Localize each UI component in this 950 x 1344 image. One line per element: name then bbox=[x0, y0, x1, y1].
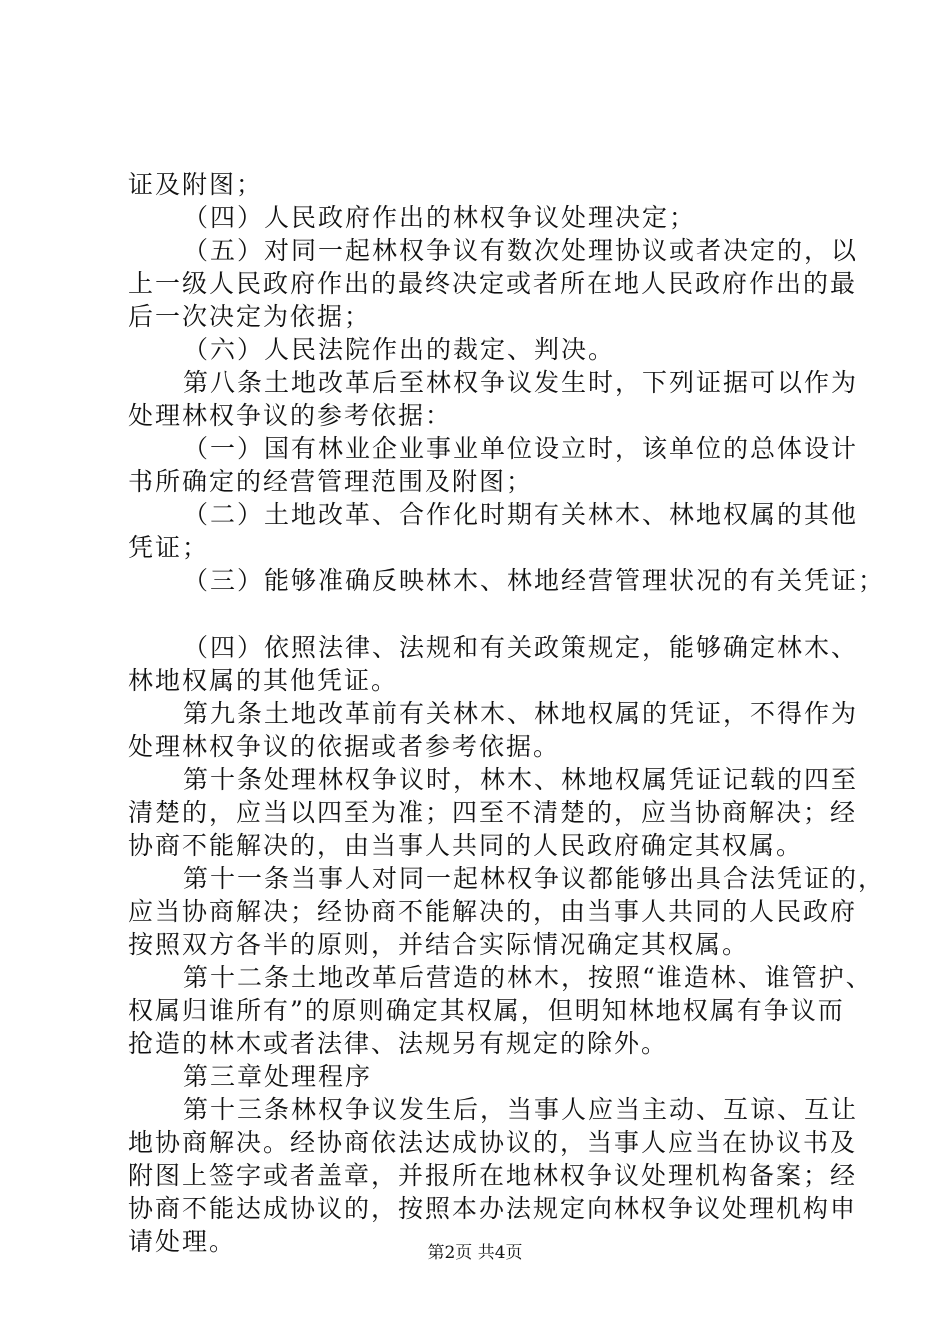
text-line: 证及附图； bbox=[128, 170, 264, 199]
text-line: 地协商解决。经协商依法达成协议的，当事人应当在协议书及 bbox=[128, 1128, 858, 1157]
text-line: 第九条土地改革前有关林木、林地权属的凭证，不得作为 bbox=[183, 699, 859, 728]
text-line: 应当协商解决；经协商不能解决的，由当事人共同的人民政府 bbox=[128, 897, 858, 926]
text-line: 处理林权争议的依据或者参考依据。 bbox=[128, 732, 561, 761]
text-line: 处理林权争议的参考依据： bbox=[128, 401, 453, 430]
text-line: 协商不能解决的，由当事人共同的人民政府确定其权属。 bbox=[128, 831, 804, 860]
text-line: （四）人民政府作出的林权争议处理决定； bbox=[183, 203, 697, 232]
page-footer bbox=[0, 1242, 950, 1264]
chapter-heading: 第三章处理程序 bbox=[183, 1062, 373, 1091]
text-line: （二）土地改革、合作化时期有关林木、林地权属的其他 bbox=[183, 500, 859, 529]
text-line: 协商不能达成协议的，按照本办法规定向林权争议处理机构申 bbox=[128, 1194, 858, 1223]
text-line: 附图上签字或者盖章，并报所在地林权争议处理机构备案；经 bbox=[128, 1161, 858, 1190]
text-line: 书所确定的经营管理范围及附图； bbox=[128, 467, 534, 496]
page-number: 第2页 共4页 bbox=[427, 1243, 523, 1263]
text-line: 抢造的林木或者法律、法规另有规定的除外。 bbox=[128, 1029, 669, 1058]
text-line: 按照双方各半的原则，并结合实际情况确定其权属。 bbox=[128, 930, 750, 959]
text-line: 第八条土地改革后至林权争议发生时，下列证据可以作为 bbox=[183, 368, 859, 397]
text-line: 林地权属的其他凭证。 bbox=[128, 666, 399, 695]
document-body bbox=[128, 168, 886, 1258]
text-line: （六）人民法院作出的裁定、判决。 bbox=[183, 335, 616, 364]
text-line: 第十三条林权争议发生后，当事人应当主动、互谅、互让 bbox=[183, 1095, 859, 1124]
text-line: （五）对同一起林权争议有数次处理协议或者决定的，以 bbox=[183, 236, 859, 265]
text-line: 凭证； bbox=[128, 533, 210, 562]
blank-line bbox=[128, 597, 834, 631]
text-line: 后一次决定为依据； bbox=[128, 302, 372, 331]
text-line: （三）能够准确反映林木、林地经营管理状况的有关凭证； bbox=[183, 566, 886, 595]
text-line: （一）国有林业企业事业单位设立时，该单位的总体设计 bbox=[183, 434, 859, 463]
text-line: （四）依照法律、法规和有关政策规定，能够确定林木、 bbox=[183, 633, 859, 662]
text-line: 第十条处理林权争议时，林木、林地权属凭证记载的四至 bbox=[183, 765, 859, 794]
text-line: 权属归谁所有”的原则确定其权属，但明知林地权属有争议而 bbox=[128, 996, 845, 1025]
text-line: 第十二条土地改革后营造的林木，按照“谁造林、谁管护、 bbox=[183, 963, 873, 992]
text-line: 请处理。 bbox=[128, 1227, 237, 1256]
text-line: 上一级人民政府作出的最终决定或者所在地人民政府作出的最 bbox=[128, 269, 858, 298]
text-line: 清楚的，应当以四至为准；四至不清楚的，应当协商解决；经 bbox=[128, 798, 858, 827]
text-line: 第十一条当事人对同一起林权争议都能够出具合法凭证的， bbox=[183, 864, 886, 893]
